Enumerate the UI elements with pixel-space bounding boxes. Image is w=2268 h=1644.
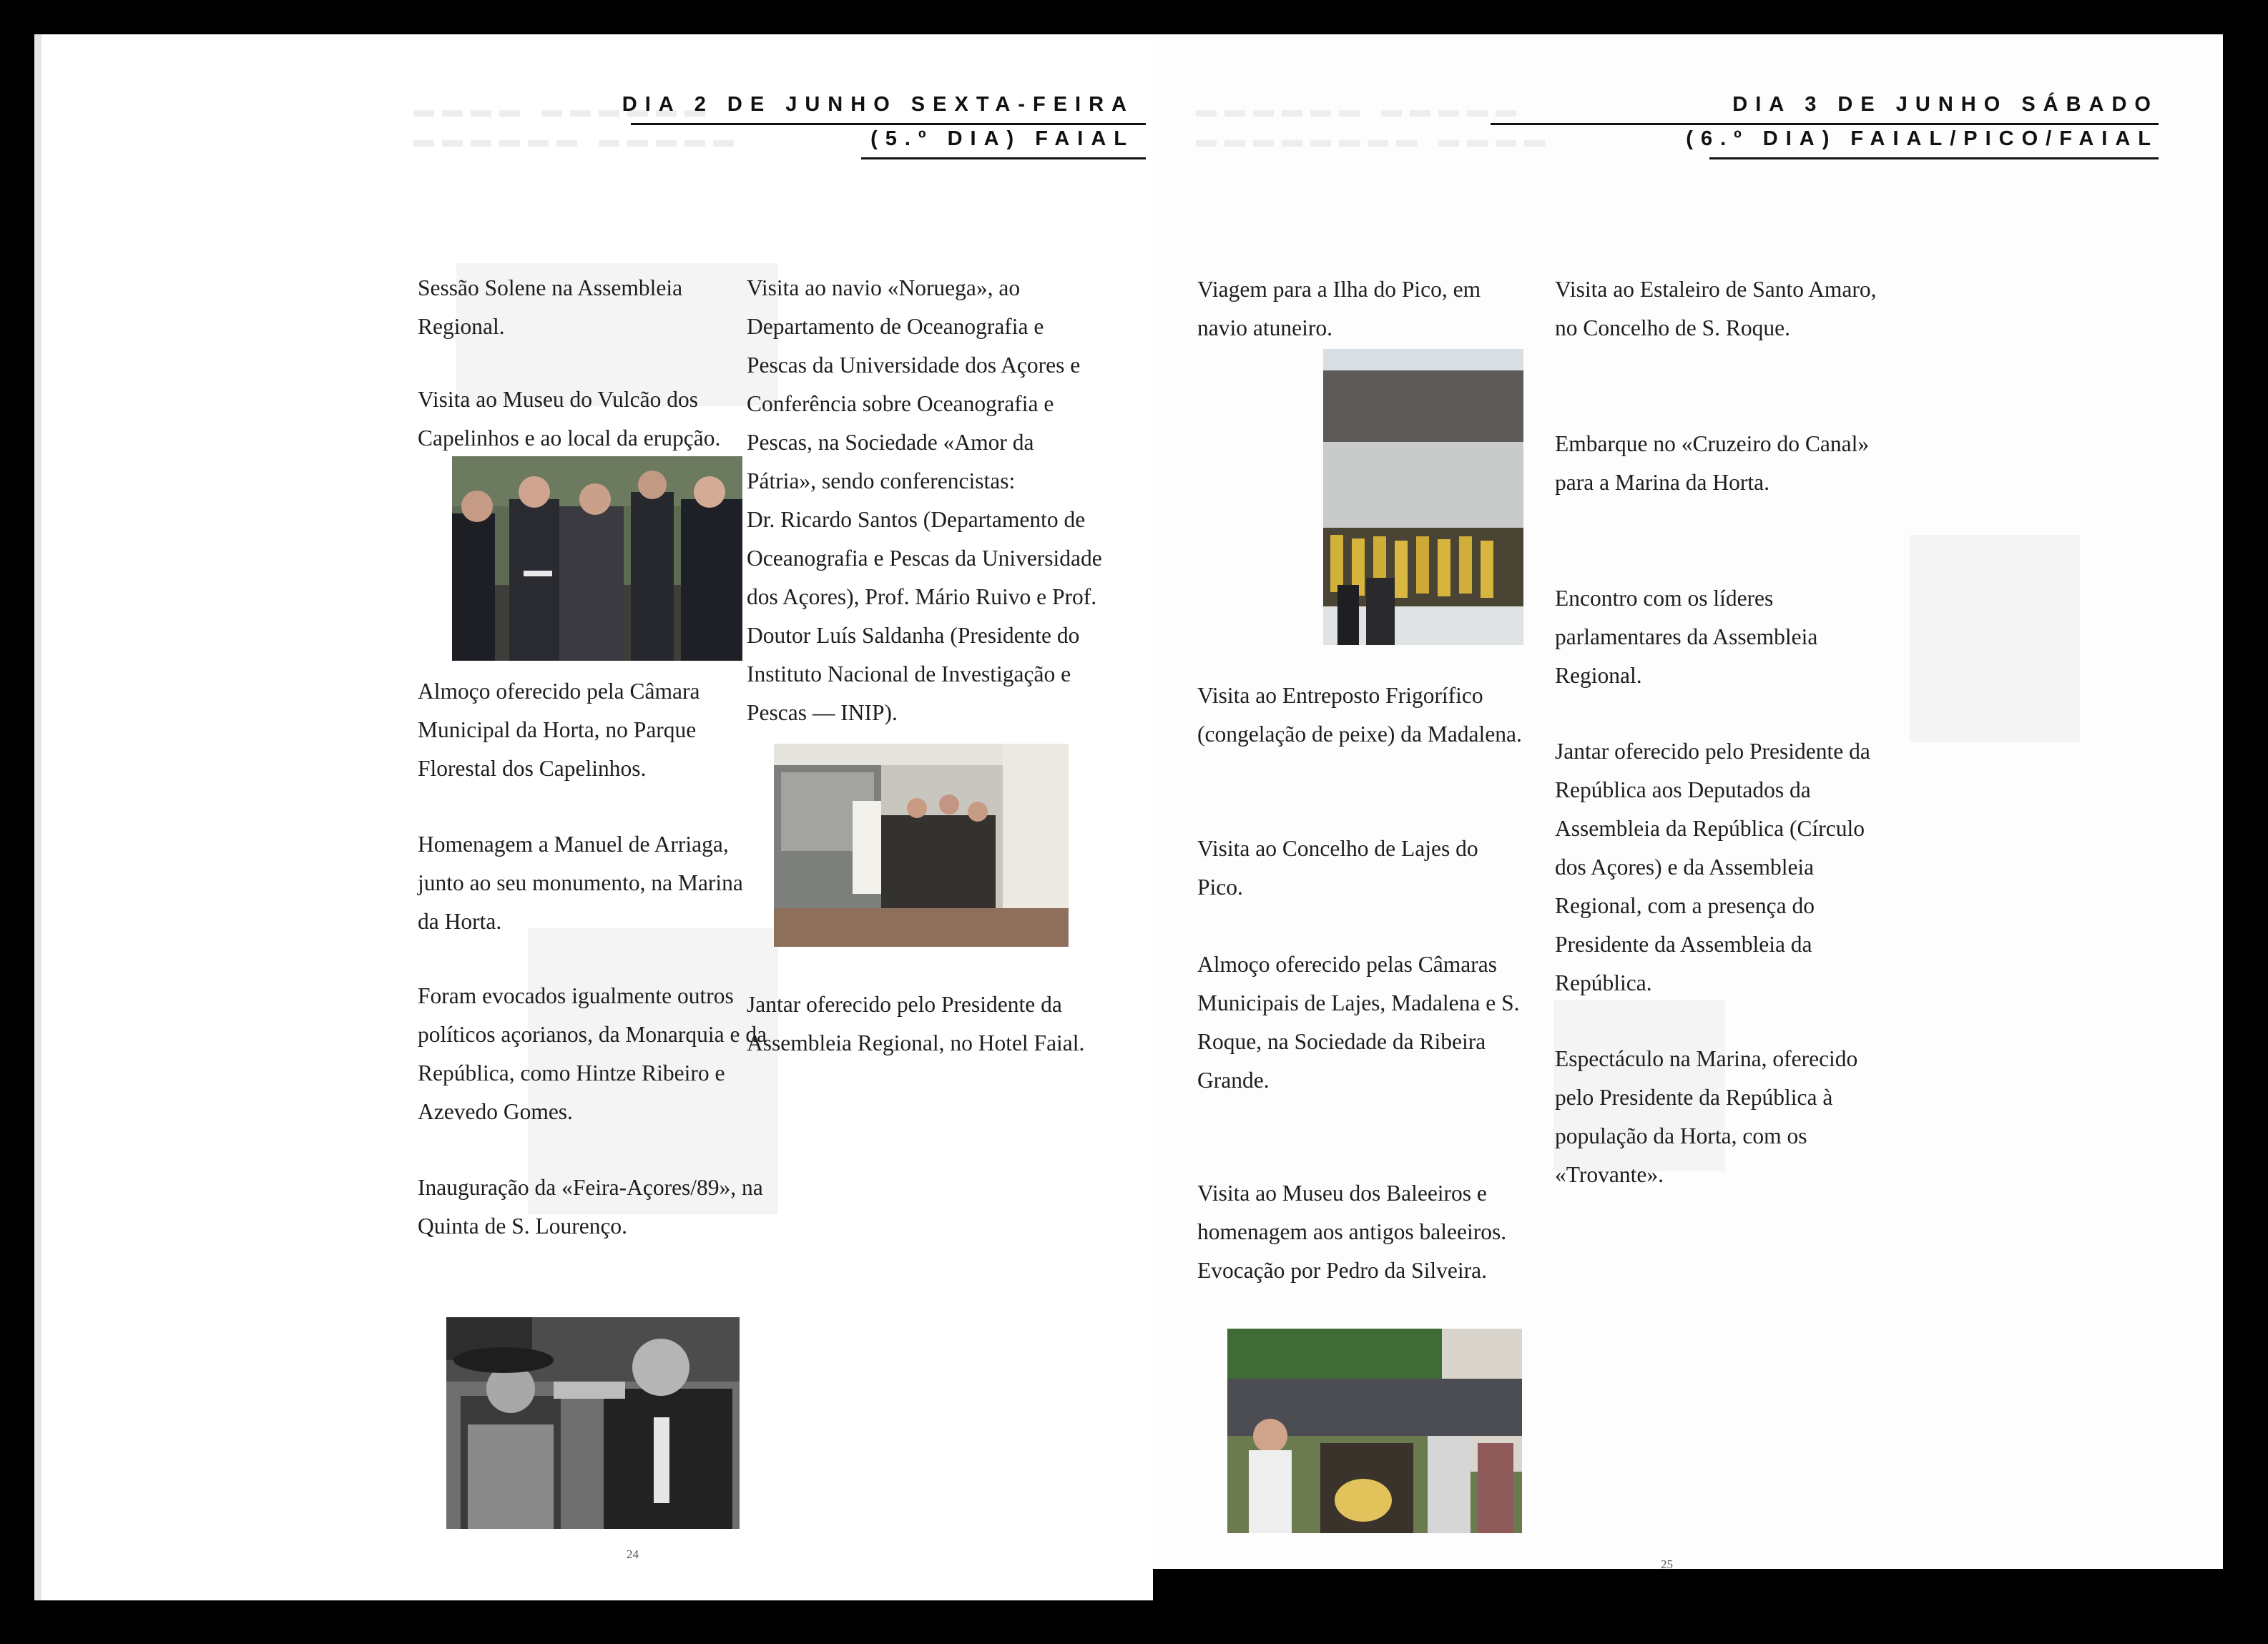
- right-heading-line2: (6.º DIA) FAIAL/PICO/FAIAL: [1686, 127, 2159, 150]
- photo-ship-noruega: [774, 744, 1069, 947]
- event-text: Viagem para a Ilha do Pico, em navio atuneiro.: [1197, 277, 1481, 340]
- left-heading-line1: DIA 2 DE JUNHO SEXTA-FEIRA: [622, 93, 1134, 116]
- event-text: Dr. Ricardo Santos (Departamento de Oceanografia e Pescas da Universidade dos Açores), Prof. Mário Ruivo e Prof. Doutor Luís Saldanha (Presidente do Instituto Nacional de Investigação e Pescas — INIP).: [747, 507, 1102, 725]
- photo-pico-welcome: [1323, 349, 1523, 645]
- photo-feira-acores: [446, 1317, 740, 1529]
- show-through-text: ▬▬▬▬ ▬▬▬▬▬▬: [413, 99, 714, 122]
- event-text: Embarque no «Cruzeiro do Canal» para a Marina da Horta.: [1555, 431, 1870, 495]
- photo-whalers-museum: [1227, 1329, 1522, 1533]
- photo-capelinhos-visit: [452, 456, 742, 661]
- page-edge: [34, 34, 41, 1600]
- event-text: Visita ao Entreposto Frigorífico (congelação de peixe) da Madalena.: [1197, 683, 1522, 747]
- event-text: Visita ao Museu dos Baleeiros e homenagem aos antigos baleeiros. Evocação por Pedro da Silveira.: [1197, 1181, 1507, 1283]
- left-page: [34, 34, 1153, 1600]
- event-text: Homenagem a Manuel de Arriaga, junto ao seu monumento, na Marina da Horta.: [418, 832, 743, 934]
- left-heading-line2: (5.º DIA) FAIAL: [870, 127, 1134, 150]
- event-text: Visita ao Estaleiro de Santo Amaro, no Concelho de S. Roque.: [1555, 277, 1877, 340]
- page-number: 24: [627, 1547, 639, 1561]
- right-page: [1153, 34, 2223, 1569]
- event-text: Inauguração da «Feira-Açores/89», na Quinta de S. Lourenço.: [418, 1175, 763, 1239]
- event-text: Espectáculo na Marina, oferecido pelo Presidente da República à população da Horta, com os «Trovante».: [1555, 1046, 1858, 1187]
- show-through-text: ▬▬▬▬▬▬ ▬▬▬▬▬: [1196, 99, 1525, 122]
- event-text: Sessão Solene na Assembleia Regional.: [418, 275, 683, 339]
- event-text: Almoço oferecido pelas Câmaras Municipais de Lajes, Madalena e S. Roque, na Sociedade da Ribeira Grande.: [1197, 952, 1520, 1093]
- heading-rule: [1709, 157, 2159, 159]
- heading-rule: [1491, 123, 2159, 125]
- event-text: Almoço oferecido pela Câmara Municipal da Horta, no Parque Florestal dos Capelinhos.: [418, 679, 700, 781]
- show-through-text: ▬▬▬▬▬▬▬▬ ▬▬▬▬: [1196, 129, 1553, 152]
- event-text: Jantar oferecido pelo Presidente da República aos Deputados da Assembleia da República (Círculo dos Açores) e da Assembleia Regional, com a presença do Presidente da Assembleia da República.: [1555, 739, 1870, 995]
- event-text: Jantar oferecido pelo Presidente da Assembleia Regional, no Hotel Faial.: [747, 992, 1085, 1055]
- show-through-shadow: [1910, 535, 2080, 742]
- event-text: Visita ao Concelho de Lajes do Pico.: [1197, 836, 1478, 900]
- event-text: Visita ao Museu do Vulcão dos Capelinhos e ao local da erupção.: [418, 387, 721, 451]
- event-text: Foram evocados igualmente outros políticos açorianos, da Monarquia e da República, como Hintze Ribeiro e Azevedo Gomes.: [418, 983, 767, 1124]
- right-heading-line1: DIA 3 DE JUNHO SÁBADO: [1732, 93, 2159, 116]
- show-through-text: ▬▬▬▬▬▬ ▬▬▬▬▬: [413, 129, 742, 152]
- event-text: Visita ao navio «Noruega», ao Departamento de Oceanografia e Pescas da Universidade dos Açores e Conferência sobre Oceanografia e Pescas, na Sociedade «Amor da Pátria», sendo conferencistas:: [747, 275, 1081, 493]
- heading-rule: [861, 157, 1146, 159]
- heading-rule: [631, 123, 1146, 125]
- page-number: 25: [1661, 1557, 1673, 1571]
- event-text: Encontro com os líderes parlamentares da Assembleia Regional.: [1555, 586, 1818, 688]
